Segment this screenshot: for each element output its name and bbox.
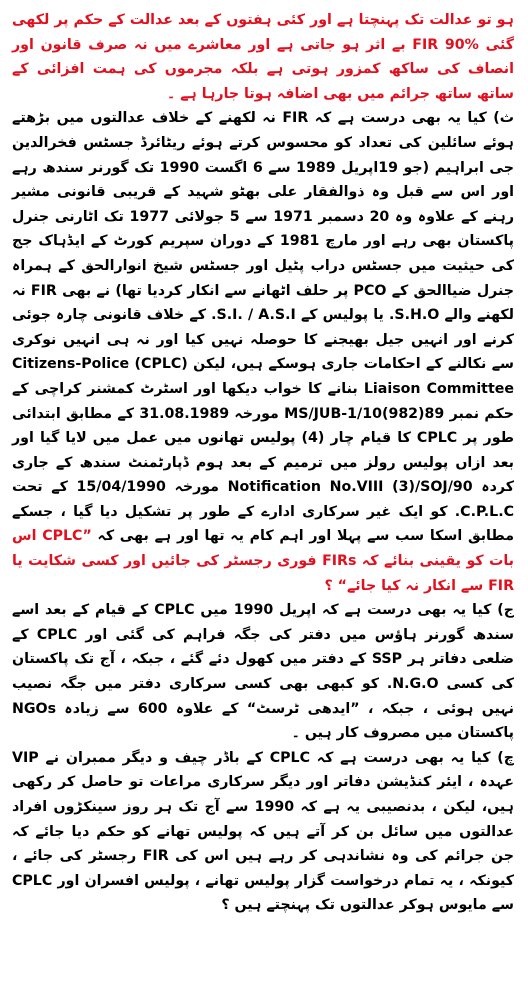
section-jeem-text: ج) کیا یہ بھی درست ہے کہ اپریل 1990 میں CPLC کے قیام کے بعد اسے سندھ گورنر ہاؤس میں دفتر کی جگہ فراہم کی گئی اور CPLC کے ضلعی دفاتر ہر SSP کے دفتر میں کھول دئے گئے ، جبکہ ، آج تک پاکستان کی کسی N.G.O. کو کبھی بھی کسی سرکاری دفتر میں جگہ نصیب نہیں ہوئی ، جبکہ ، ”ایدھی ٹرسٹ“ کے علاوہ 600 سے زیادہ NGOs پاکستان میں مصروف کار ہیں ۔ <box>12 602 515 742</box>
section-chay-text: چ) کیا یہ بھی درست ہے کہ CPLC کے باڈر چیف و دیگر ممبران نے VIP عہدہ ، ایئر کنڈیشن دفاتر اور دیگر سرکاری مراعات تو حاصل کر رکھی ہیں، لیکن ، بدنصیبی یہ ہے کہ 1990 سے آج تک ہر روز سینکڑوں افراد عدالتوں میں سائل بن کر آتے ہیں کہ پولیس تھانے کو حکم دیا جائے کہ جن جرائم کی وہ نشاندہی کر رہے ہیں اس کی FIR رجسٹر کی جائے ، کیونکہ ، یہ تمام درخواست گزار پولیس تھانے ، پولیس افسران اور CPLC سے مایوس ہوکر عدالتوں تک پہنچتے ہیں ؟ <box>12 749 514 914</box>
paragraph-section-jeem <box>12 598 514 746</box>
section-sa-red-quote: ”CPLC اس بات کو یقینی بنائے کہ FIRs فوری رجسٹر کی جائیں اور کسی شکایت یا FIR سے انکار نہ کیا جائے“ ؟ <box>12 528 514 594</box>
intro-red-text: ہو تو عدالت تک پہنچتا ہے اور کئی ہفتوں کے بعد عدالت کے حکم پر لکھی گئی FIR 90% بے اثر ہو جاتی ہے اور معاشرے میں نہ صرف قانون اور انصاف کی ساکھ کمزور ہوتی ہے بلکہ مجرموں کی ہمت افزائی کے ساتھ ساتھ جرائم میں بھی اضافہ ہوتا جارہا ہے ۔ <box>12 12 514 102</box>
paragraph-section-chay <box>12 746 514 918</box>
paragraph-intro <box>12 8 514 106</box>
section-sa-text: ث) کیا یہ بھی درست ہے کہ FIR نہ لکھنے کے خلاف عدالتوں میں بڑھتے ہوئے سائلین کی تعداد کو محسوس کرتے ہوئے ریٹائرڈ جسٹس فخرالدین جی ابراہیم (جو 19اپریل 1989 سے 6 اگست 1990 تک گورنر سندھ رہے اور اس سے قبل وہ ذوالفقار علی بھٹو شہید کے قریبی قانونی مشیر رہنے کے علاوہ وہ 20 دسمبر 1971 سے 5 جولائی 1977 تک اٹارنی جنرل پاکستان بھی رہے اور مارچ 1981 کے دوران سپریم کورٹ کے ایڈہاک جج کی حیثیت میں جسٹس دراب پٹیل اور جسٹس شیخ انوارالحق کے ہمراہ جنرل ضیاالحق کے PCO پر حلف اٹھانے سے انکار کردیا تھا) نے بھی FIR نہ لکھنے والے S.H.O. یا پولیس کے S.I. / A.S.I. کے خلاف قانونی چارہ جوئی کرنے اور انہیں جیل بھیجنے کا حوصلہ نہیں کیا اور نہ ہی انہیں نوکری سے نکالنے کے احکامات جاری ہوسکے ہیں، لیکن (CPLC) Citizens-Police Liaison Committee بنانے کا خواب دیکھا اور اسٹرٹ کمشنر کراچی کے حکم نمبر MS/JUB-1/10(982)89 مورخہ 31.08.1989 کے مطابق ابتدائی طور پر CPLC کا قیام چار (4) پولیس تھانوں میں عمل میں لایا گیا اور بعد ازاں پولیس رولز میں ترمیم کے بعد ہوم ڈپارٹمنٹ سندھ کے جاری کردہ Notification No.VIII (3)/SOJ/90 مورخہ 15/04/1990 کے تحت C.P.L.C. کو ایک غیر سرکاری ادارے کے طور پر تشکیل دیا گیا ، جسکے مطابق اسکا سب سے پہلا اور اہم کام یہ تھا اور ہے بھی کہ <box>12 110 515 545</box>
paragraph-section-sa <box>12 106 514 598</box>
